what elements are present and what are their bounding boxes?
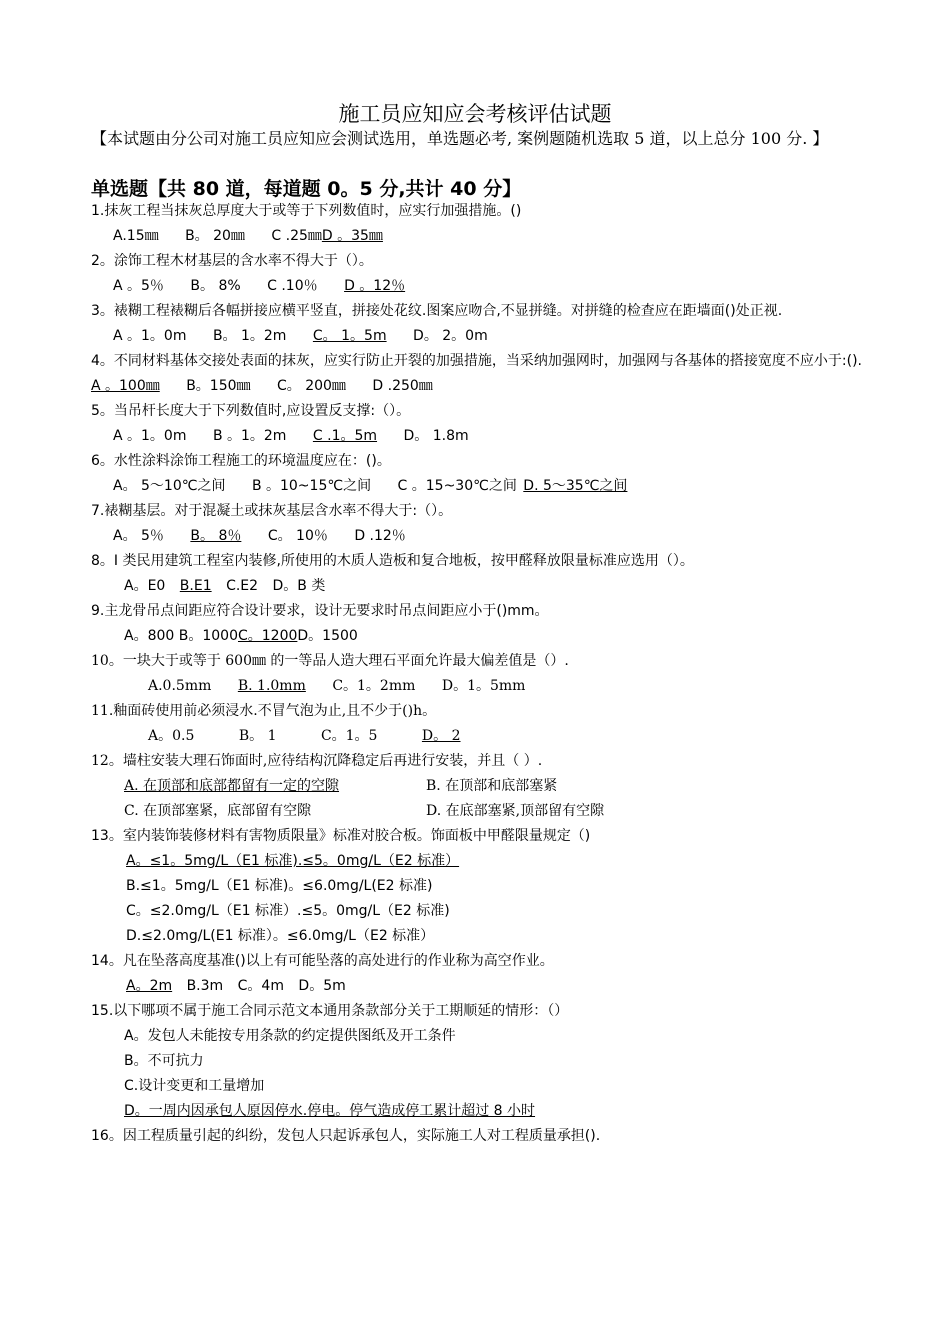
option-b: B。 8% (190, 278, 241, 294)
option-a: A。 5％ (113, 528, 164, 544)
question-stem: 11.釉面砖使用前必须浸水.不冒气泡为止,且不少于()h。 (91, 703, 437, 719)
option-c: C。4m (237, 978, 284, 994)
question-3 (91, 299, 871, 349)
question-stem: 9.主龙骨吊点间距应符合设计要求，设计无要求时吊点间距应小于()mm。 (91, 603, 549, 619)
option-c-answer: C。 1。5m (312, 328, 387, 344)
option-c: C 。15~30℃之间 (397, 478, 517, 494)
option-c: C.设计变更和工量增加 (124, 1078, 265, 1094)
option-c: C .10％ (267, 278, 318, 294)
question-stem: 12。墙柱安装大理石饰面时,应待结构沉降稳定后再进行安装，并且（ ）. (91, 753, 543, 769)
question-5 (91, 399, 871, 449)
question-stem: 16。因工程质量引起的纠纷，发包人只起诉承包人，实际施工人对工程质量承担(). (91, 1128, 601, 1144)
option-b: B。不可抗力 (124, 1053, 204, 1069)
option-d: D。B 类 (272, 578, 326, 594)
option-c: C。 10％ (267, 528, 328, 544)
option-d: D.≤2.0mg/L(E1 标准）。≤6.0mg/L（E2 标准） (126, 928, 435, 944)
option-ab: A。800 B。1000 (124, 628, 238, 644)
question-stem: 10。一块大于或等于 600㎜ 的一等品人造大理石平面允许最大偏差值是（）. (91, 653, 569, 669)
question-1 (91, 199, 871, 249)
option-d: D。5m (298, 978, 346, 994)
option-d-answer: D。 2 (421, 728, 461, 744)
option-b: B。 1 (238, 728, 277, 744)
question-stem: 3。裱糊工程裱糊后各幅拼接应横平竖直，拼接处花纹.图案应吻合,不显拼缝。对拼缝的检查应在距墙面()处正视. (91, 303, 783, 319)
option-b-answer: B.E1 (179, 578, 212, 594)
option-d: D。 2。0m (413, 328, 488, 344)
option-d: D .250㎜ (372, 378, 433, 394)
question-stem: 7.裱糊基层。对于混凝土或抹灰基层含水率不得大于:（）。 (91, 503, 453, 519)
question-stem: 5。当吊杆长度大于下列数值时,应设置反支撑:（）。 (91, 403, 411, 419)
option-c: C。1。5 (320, 728, 378, 744)
option-a: A。0.5 (148, 728, 195, 744)
option-b: B。150㎜ (186, 378, 251, 394)
option-a: A。E0 (124, 578, 166, 594)
question-15 (91, 999, 871, 1124)
question-7 (91, 499, 871, 549)
option-a: A。 5～10℃之间 (113, 478, 226, 494)
intro-paragraph: 【本试题由分公司对施工员应知应会测试选用，单选题必考, 案例题随机选取 5 道，以上总分 100 分. 】 (91, 129, 829, 148)
question-list (91, 199, 871, 1149)
option-d: D。 1.8m (403, 428, 469, 444)
question-9 (91, 599, 871, 649)
question-14 (91, 949, 871, 999)
question-12 (91, 749, 871, 824)
option-b: B 。1。2m (212, 428, 287, 444)
option-b: B.3m (186, 978, 224, 994)
option-d-answer: D。一周内因承包人原因停水.停电。停气造成停工累计超过 8 小时 (124, 1103, 536, 1119)
option-d: D. 在底部塞紧,顶部留有空隙 (426, 803, 605, 819)
question-stem: 2。涂饰工程木材基层的含水率不得大于（）。 (91, 253, 373, 269)
option-a: A 。5％ (113, 278, 164, 294)
question-2 (91, 249, 871, 299)
section-heading: 单选题【共 80 道，每道题 0。5 分,共计 40 分】 (91, 178, 522, 200)
question-stem: 1.抹灰工程当抹灰总厚度大于或等于下列数值时，应实行加强措施。() (91, 203, 522, 219)
option-b-answer: B。 8％ (190, 528, 242, 544)
question-16 (91, 1124, 871, 1149)
question-4 (91, 349, 871, 399)
option-b: B. 在顶部和底部塞紧 (426, 778, 558, 794)
question-8 (91, 549, 871, 599)
question-stem: 14。凡在坠落高度基准()以上有可能坠落的高处进行的作业称为高空作业。 (91, 953, 554, 969)
page-title: 施工员应知应会考核评估试题 (338, 102, 612, 126)
option-c: C。1。2mm (332, 678, 416, 694)
question-stem: 4。不同材料基体交接处表面的抹灰，应实行防止开裂的加强措施，当采纳加强网时，加强网与各基体的搭接宽度不应小于:(). (91, 353, 862, 369)
question-stem: 15.以下哪项不属于施工合同示范文本通用条款部分关于工期顺延的情形：（） (91, 1003, 569, 1019)
option-a-answer: A 。100㎜ (91, 378, 160, 394)
option-d-answer: D 。35㎜ (321, 228, 383, 244)
option-b-answer: B. 1.0mm (237, 678, 306, 694)
option-a: A.0.5mm (148, 678, 212, 694)
option-d: D。1500 (297, 628, 358, 644)
option-b: B 。10~15℃之间 (251, 478, 372, 494)
question-stem: 8。I 类民用建筑工程室内装修,所使用的木质人造板和复合地板，按甲醛释放限量标准应选用（）。 (91, 553, 694, 569)
question-10 (91, 649, 871, 699)
option-c-answer: C。1200 (237, 628, 298, 644)
option-a-answer: A. 在顶部和底部都留有一定的空隙 (124, 778, 340, 794)
option-a-answer: A。2m (126, 978, 173, 994)
question-13 (91, 824, 871, 949)
option-c: C.E2 (226, 578, 259, 594)
question-11 (91, 699, 871, 749)
option-c-answer: C .1。5m (312, 428, 378, 444)
option-d-answer: D. 5～35℃之间 (523, 478, 628, 494)
option-c: C .25㎜ (271, 228, 322, 244)
option-d: D .12％ (354, 528, 406, 544)
option-a-answer: A。≤1。5mg/L（E1 标准).≤5。0mg/L（E2 标准） (126, 853, 460, 869)
question-stem: 13。室内装饰装修材料有害物质限量》标准对胶合板。饰面板中甲醛限量规定（) (91, 828, 591, 844)
option-a: A。发包人未能按专用条款的约定提供图纸及开工条件 (124, 1028, 456, 1044)
option-b: B。 1。2m (212, 328, 287, 344)
question-stem: 6。水性涂料涂饰工程施工的环境温度应在：()。 (91, 453, 391, 469)
option-d-answer: D 。12％ (344, 278, 406, 294)
question-6 (91, 449, 871, 499)
option-c: C。 200㎜ (276, 378, 346, 394)
option-a: A 。1。0m (113, 428, 187, 444)
option-a: A 。1。0m (113, 328, 187, 344)
option-c: C。≤2.0mg/L（E1 标准）.≤5。0mg/L（E2 标准) (126, 903, 450, 919)
option-d: D。1。5mm (441, 678, 526, 694)
option-c: C. 在顶部塞紧，底部留有空隙 (124, 803, 312, 819)
option-a: A.15㎜ (113, 228, 159, 244)
option-b: B.≤1。5mg/L（E1 标准)。≤6.0mg/L(E2 标准) (126, 878, 433, 894)
option-b: B。 20㎜ (185, 228, 245, 244)
